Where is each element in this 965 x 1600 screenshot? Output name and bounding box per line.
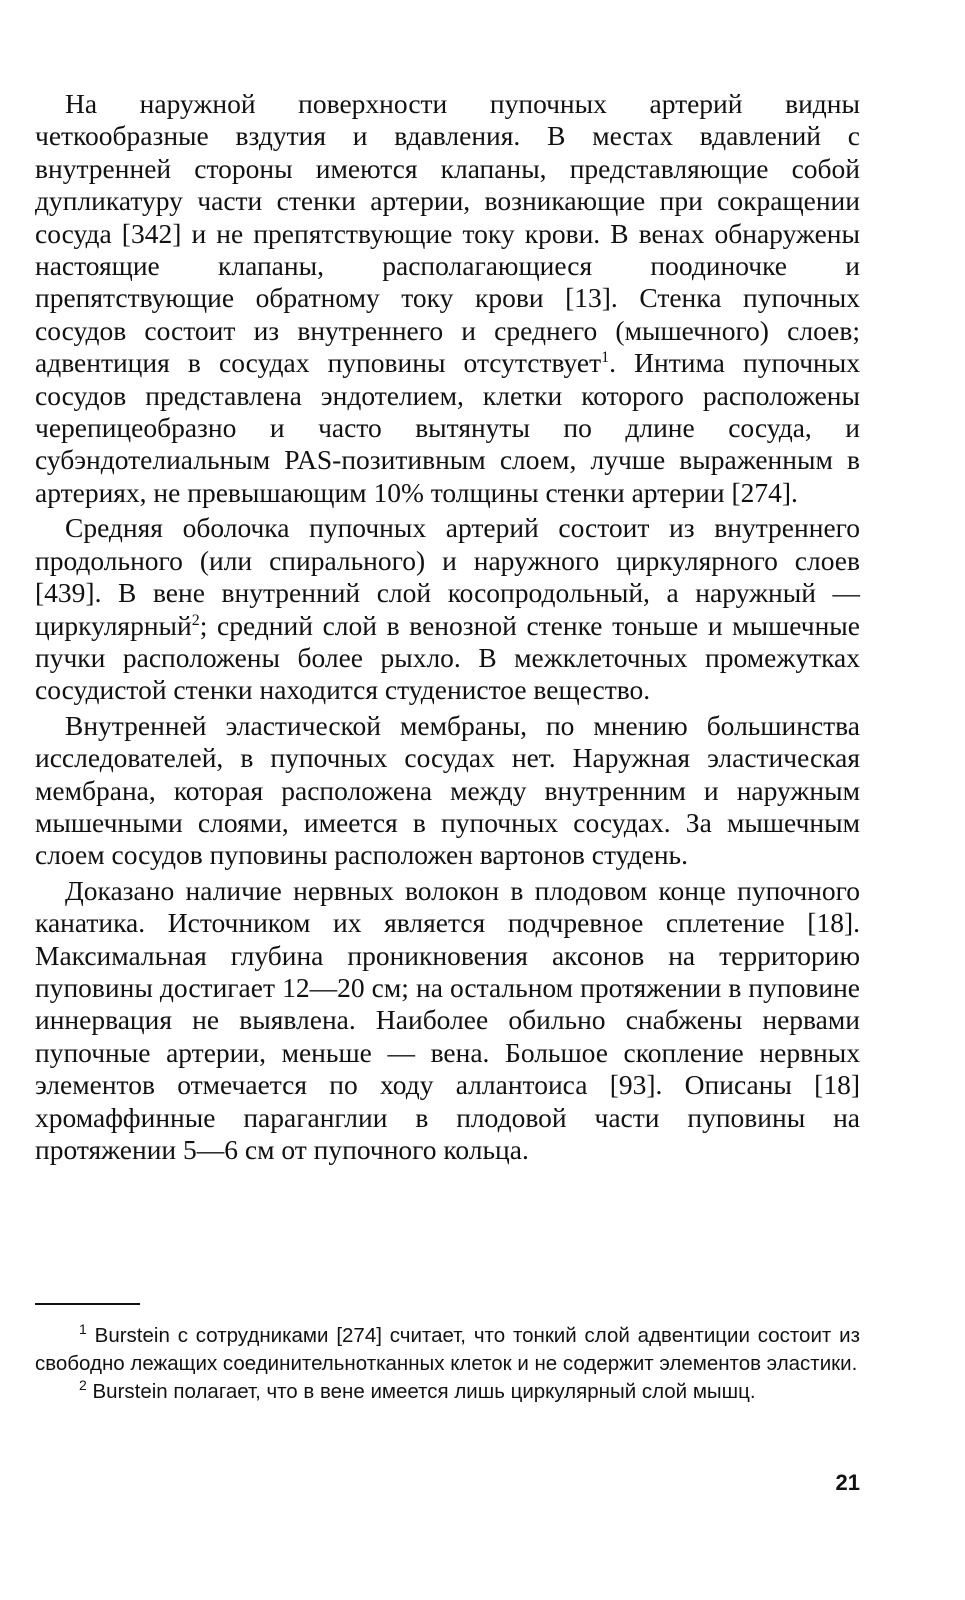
page-number: 21 [835, 1470, 860, 1495]
paragraph-1-text-b: . Интима пупочных сосудов представлена эндотелием, клетки которого расположены черепицеобразно и часто вытянуты по длине сосуда, и субэндотелиальным PAS-позитивным слоем, лучше выраженным в артериях, не превышающим 10% толщины стенки артерии [274]. [35, 347, 860, 508]
footnote-1 [35, 1322, 860, 1378]
footnote-2-text: Burstein полагает, что в вене имеется лишь циркулярный слой мышц. [92, 1380, 756, 1403]
paragraph-2-text-b: ; средний слой в венозной стенке тоньше и мышечные пучки расположены более рыхло. В межклеточных промежутках сосудистой стенки находится студенистое вещество. [35, 609, 860, 706]
footnote-ref-2: 2 [191, 611, 200, 629]
paragraph-2 [35, 512, 860, 706]
footnote-ref-1: 1 [601, 349, 610, 367]
main-text [35, 88, 860, 1169]
footnote-1-mark: 1 [79, 1321, 87, 1338]
footnote-2-mark: 2 [79, 1377, 87, 1394]
paragraph-4 [35, 875, 860, 1167]
paragraph-1 [35, 88, 860, 509]
paragraph-3 [35, 710, 860, 872]
footnote-1-text: Burstein с сотрудниками [274] считает, что тонкий слой адвентиции состоит из свободно лежащих соединительнотканных клеток и не содержит элементов эластики. [35, 1324, 860, 1375]
paragraph-3-text: Внутренней эластической мембраны, по мнению большинства исследователей, в пупочных сосудах нет. Наружная эластическая мембрана, которая расположена между внутренним и наружным мышечными слоями, имеется в пупочных сосудах. За мышечным слоем сосудов пуповины расположен вартонов студень. [35, 709, 860, 871]
footnote-divider [35, 1303, 140, 1305]
paragraph-2-text-a: Средняя оболочка пупочных артерий состоит из внутреннего продольного (или спирального) и наружного циркулярного слоев [439]. В вене внутренний слой косопродольный, а наружный — циркулярный [35, 512, 860, 641]
paragraph-1-text-a: На наружной поверхности пупочных артерий видны четкообразные вздутия и вдавления. В местах вдавлений с внутренней стороны имеются клапаны, представляющие собой дупликатуру части стенки артерии, возникающие при сокращении сосуда [342] и не препятствующие току крови. В венах обнаружены настоящие клапаны, располагающиеся поодиночке и препятствующие обратному току крови [13]. Стенка пупочных сосудов состоит из внутреннего и среднего (мышечного) слоев; адвентиция в сосудах пуповины отсутствует [35, 88, 860, 379]
paragraph-4-text: Доказано наличие нервных волокон в плодовом конце пупочного канатика. Источником их является подчревное сплетение [18]. Максимальная глубина проникновения аксонов на территорию пуповины достигает 12—20 см; на остальном протяжении в пуповине иннервация не выявлена. Наиболее обильно снабжены нервами пупочные артерии, меньше — вена. Большое скопление нервных элементов отмечается по ходу аллантоиса [93]. Описаны [18] хромаффинные параганглии в плодовой части пуповины на протяжении 5—6 см от пупочного кольца. [35, 874, 860, 1165]
footnote-2 [35, 1378, 860, 1406]
footnotes [35, 1322, 860, 1406]
